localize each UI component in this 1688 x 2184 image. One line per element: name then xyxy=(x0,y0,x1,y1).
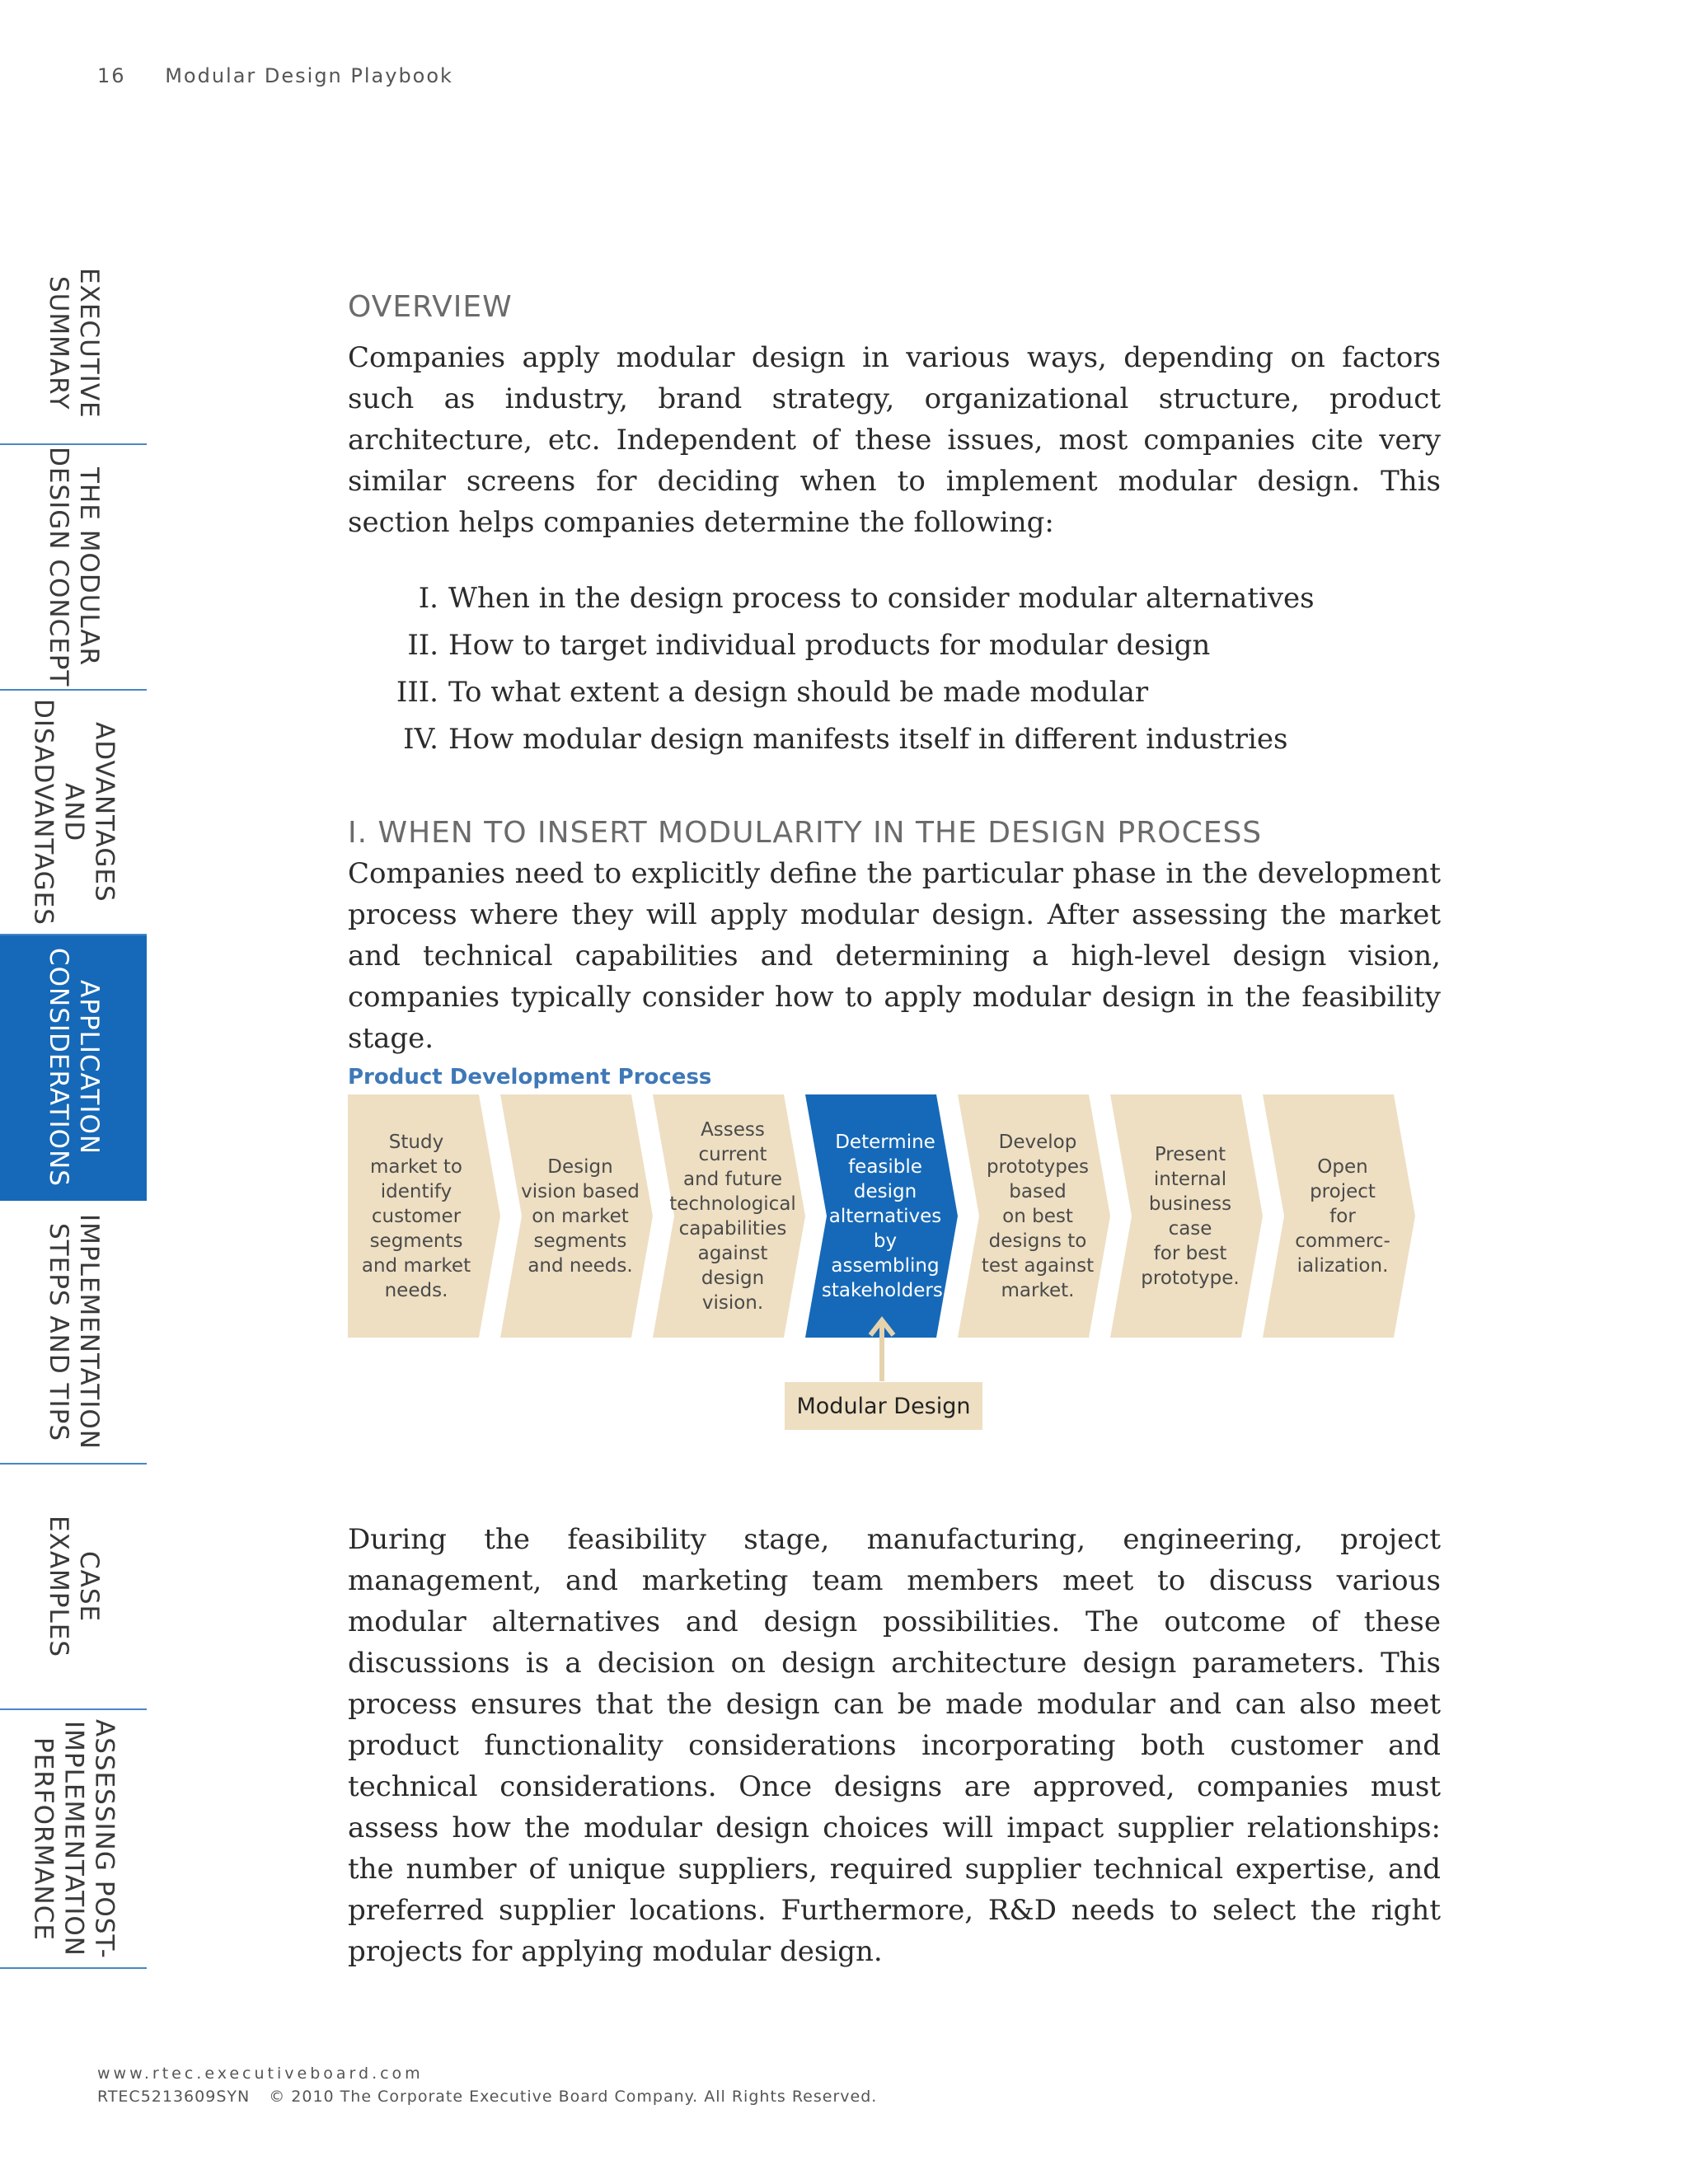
list-item: I. When in the design process to consider modular alternatives xyxy=(418,582,1315,615)
modular-design-callout: Modular Design xyxy=(785,1382,982,1430)
footer-code: RTEC5213609SYN xyxy=(97,2088,251,2106)
tab-label: CASE EXAMPLES xyxy=(44,1515,104,1657)
tab-assessing-performance[interactable] xyxy=(0,1710,147,1969)
feasibility-section xyxy=(348,1519,1441,1972)
tab-label: ADVANTAGES AND DISADVANTAGES xyxy=(28,699,120,926)
footer-copyright: © 2010 The Corporate Executive Board Company. All Rights Reserved. xyxy=(269,2088,878,2106)
up-arrow-icon xyxy=(865,1315,898,1381)
overview-paragraph: Companies apply modular design in various ways, depending on factors such as industry, brand strategy, organizational structure, product architecture, etc. Independent of these issues, most companies cite very similar screens for deciding when to implement modular design. This section helps companies determine the following: xyxy=(348,341,1441,539)
tab-executive-summary[interactable] xyxy=(0,243,147,445)
tab-modular-design-concept[interactable] xyxy=(0,445,147,691)
process-step-label: Determine feasible design alternatives by assembling stakeholders. xyxy=(821,1131,950,1301)
tab-label: EXECUTIVE SUMMARY xyxy=(44,268,104,419)
process-step-label: Assess current and future technological capabilities against design vision. xyxy=(669,1118,796,1314)
tab-label: APPLICATION CONSIDERATIONS xyxy=(44,948,104,1187)
process-step-label: Develop prototypes based on best designs to test against market. xyxy=(981,1131,1095,1301)
tab-label: ASSESSING POST- IMPLEMENTATION PERFORMANCE xyxy=(28,1718,120,1959)
tab-implementation-steps[interactable] xyxy=(0,1201,147,1465)
overview-heading: OVERVIEW xyxy=(348,290,513,324)
tab-label: IMPLEMENTATION STEPS AND TIPS xyxy=(44,1214,104,1450)
tab-label: THE MODULAR DESIGN CONCEPT xyxy=(44,447,104,687)
closing-paragraph: During the feasibility stage, manufacturing, engineering, project management, and marketing team members meet to discuss various modular alternatives and design possibilities. The outcome of these discussions is a decision on design architecture design parameters. This process ensures that the design can be made modular and can also meet product functionality considerations incorporating both customer and technical considerations. Once designs are approved, companies must assess how the modular design choices will impact supplier relationships: the number of unique suppliers, required supplier technical expertise, and preferred supplier locations. Furthermore, R&D needs to select the right projects for applying modular design. xyxy=(348,1523,1441,1968)
tab-case-examples[interactable] xyxy=(0,1465,147,1710)
running-header xyxy=(97,64,453,87)
page-number: 16 xyxy=(97,64,126,87)
section-heading: I. WHEN TO INSERT MODULARITY IN THE DESIGN PROCESS xyxy=(348,816,1263,850)
process-diagram xyxy=(348,1094,1441,1338)
document-title: Modular Design Playbook xyxy=(165,64,453,87)
footer xyxy=(97,2062,877,2108)
process-step-label: Design vision based on market segments and needs. xyxy=(521,1155,640,1277)
section-paragraph: Companies need to explicitly define the particular phase in the development process where they will apply modular design. After assessing the market and technical capabilities and determining a high-level design vision, companies typically consider how to apply modular design in the feasibility stage. xyxy=(348,857,1441,1055)
process-step-label: Study market to identify customer segments and market needs. xyxy=(361,1131,471,1301)
process-step-label: Present internal business case for best prototype. xyxy=(1141,1143,1240,1289)
overview-list xyxy=(348,575,1315,763)
process-step-label: Open project for commerc- ialization. xyxy=(1295,1155,1390,1277)
list-item: III. To what extent a design should be made modular xyxy=(396,676,1149,709)
footer-url: www.rtec.executiveboard.com xyxy=(97,2064,424,2083)
diagram-title: Product Development Process xyxy=(348,1065,712,1090)
tab-advantages-disadvantages[interactable] xyxy=(0,691,147,935)
tab-application-considerations[interactable] xyxy=(0,935,147,1201)
overview-section xyxy=(348,290,1441,543)
list-item: IV. How modular design manifests itself in different industries xyxy=(403,723,1288,756)
list-item: II. How to target individual products for modular design xyxy=(407,629,1211,662)
section-when-to-insert xyxy=(348,816,1441,1059)
